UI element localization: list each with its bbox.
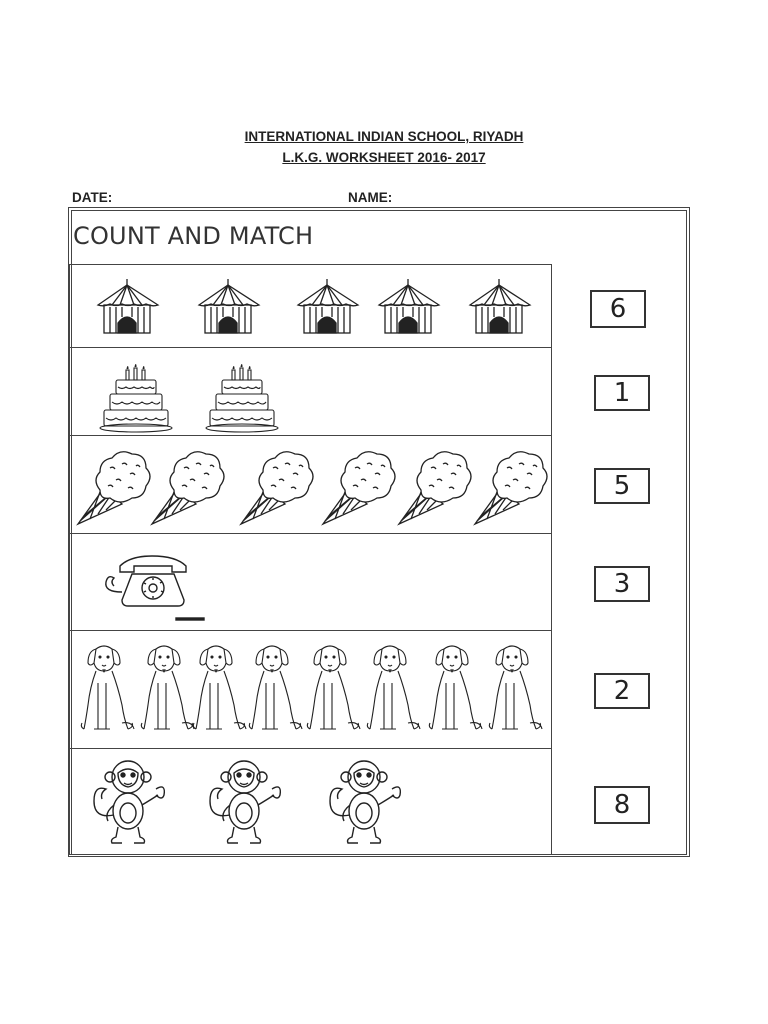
- number-box[interactable]: 3: [594, 566, 650, 602]
- picture-row-telephone: [70, 534, 551, 631]
- ice-cream-icon: [233, 442, 317, 528]
- hut-icon: [373, 277, 445, 337]
- ice-cream-icon: [467, 442, 551, 528]
- cake-icon: [98, 356, 176, 436]
- picture-row-dogs: [70, 631, 551, 749]
- dog-icon: [76, 643, 136, 733]
- dog-icon: [484, 643, 544, 733]
- worksheet-title: L.K.G. WORKSHEET 2016- 2017: [282, 150, 486, 165]
- monkey-icon: [326, 755, 406, 845]
- ice-cream-icon: [144, 442, 228, 528]
- ice-cream-icon: [70, 442, 154, 528]
- school-name: INTERNATIONAL INDIAN SCHOOL, RIYADH: [244, 129, 524, 144]
- number-box[interactable]: 2: [594, 673, 650, 709]
- hut-icon: [92, 277, 164, 337]
- monkey-icon: [90, 755, 170, 845]
- ice-cream-icon: [315, 442, 399, 528]
- picture-row-monkeys: [70, 749, 551, 854]
- exercise-title: COUNT AND MATCH: [73, 222, 314, 250]
- hut-icon: [464, 277, 536, 337]
- picture-row-huts: [70, 265, 551, 348]
- dog-icon: [302, 643, 362, 733]
- picture-row-ice-creams: [70, 436, 551, 534]
- dog-icon: [188, 643, 248, 733]
- number-box[interactable]: 8: [594, 786, 650, 824]
- date-label: DATE:: [72, 190, 113, 205]
- dog-icon: [244, 643, 304, 733]
- picture-row-cakes: [70, 348, 551, 436]
- picture-grid: [69, 264, 552, 855]
- ice-cream-icon: [391, 442, 475, 528]
- dog-icon: [424, 643, 484, 733]
- telephone-icon: [100, 552, 208, 624]
- name-label: NAME:: [348, 190, 393, 205]
- cake-icon: [204, 356, 282, 436]
- dog-icon: [362, 643, 422, 733]
- hut-icon: [193, 277, 265, 337]
- number-box[interactable]: 6: [590, 290, 646, 328]
- dog-icon: [136, 643, 196, 733]
- number-box[interactable]: 5: [594, 468, 650, 504]
- number-box[interactable]: 1: [594, 375, 650, 411]
- hut-icon: [292, 277, 364, 337]
- monkey-icon: [206, 755, 286, 845]
